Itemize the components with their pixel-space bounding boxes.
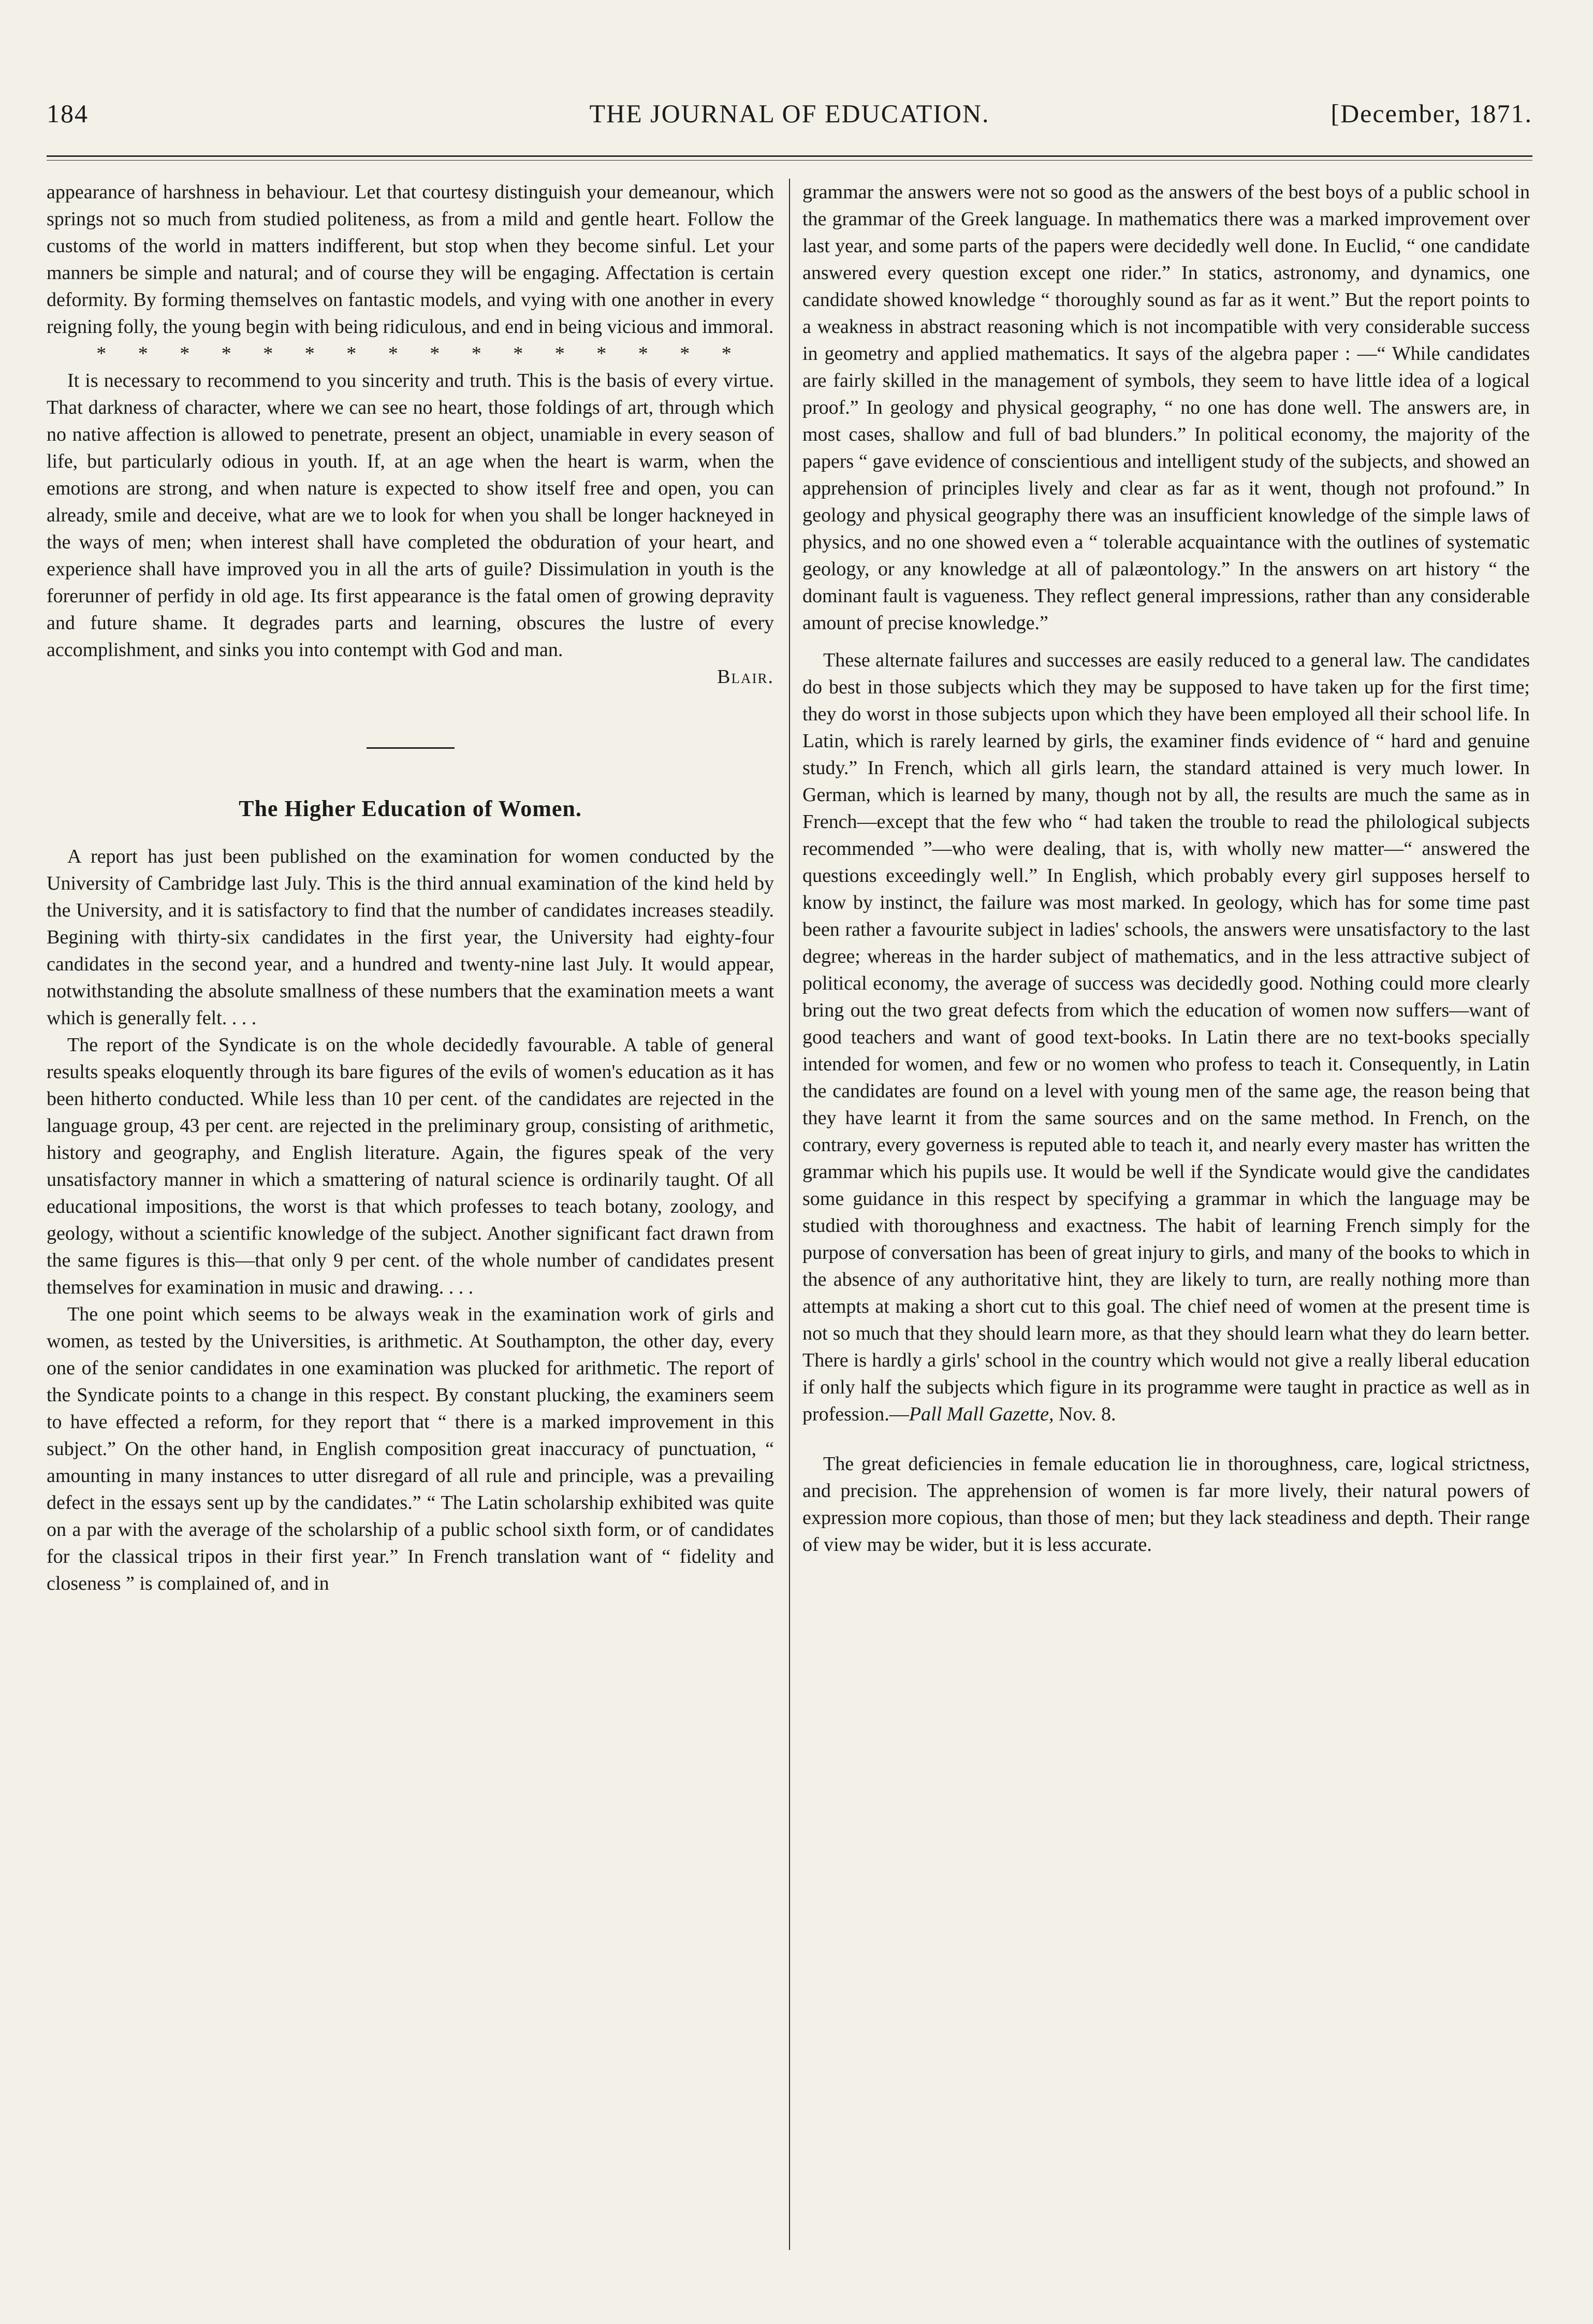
section-heading: The Higher Education of Women. [239,796,582,821]
right-column [802,179,1530,2291]
section-divider [367,747,455,749]
paragraph-gap [802,636,1530,647]
women-paragraph-2: The report of the Syndicate is on the whole decidedly favourable. A table of general results speaks eloquently through its bare figures of the evils of women's education as it has been hitherto conducted. While less than 10 per cent. of the candidates are rejected in the language group, 43 per cent. are rejected in the preliminary group, consisting of arithmetic, history and geography, and English literature. Again, the figures speak of the very unsatisfactory manner in which a smattering of natural science is ordinarily taught. Of all educational impositions, the worst is that which professes to teach botany, zoology, and geology, without a scientific knowledge of the subject. Another significant fact drawn from the same figures is this—that only 9 per cent. of the whole number of candidates present themselves for examination in music and drawing. . . . [47,1034,774,1298]
header-rule [47,155,1532,161]
continued-paragraph: grammar the answers were not so good as the answers of the best boys of a public school in the grammar of the Greek language. In mathematics there was a marked improvement over last year, and some parts of the papers were decidedly well done. In Euclid, “ one candidate answered every question except one rider.” In statics, astronomy, and dynamics, one candidate showed knowledge “ thoroughly sound as far as it went.” But the report points to a weakness in abstract reasoning which is not incompatible with very considerable success in geometry and applied mathematics. It says of the algebra paper : —“ While candidates are fairly skilled in the management of symbols, they seem to have little idea of a logical proof.” In geology and physical geography, “ no one has done well. The answers are, in most cases, shallow and full of bad blunders.” In political economy, the majority of the papers “ gave evidence of conscientious and intelligent study of the subjects, and showed an apprehension of principles lively and clear as far as it went, though not profound.” In geology and physical geography there was an insufficient knowledge of the simple laws of physics, and no one showed even a “ tolerable acquaintance with the outlines of systematic geology, or any knowledge at all of palæontology.” In the answers on art history “ the dominant fault is vagueness. They reflect general impressions, rather than any considerable amount of precise knowledge.” [802,181,1530,634]
asterism: * * * * * * * * * * * * * * * * [96,343,745,365]
running-head [47,78,1532,135]
column-divider [789,179,790,2250]
failures-text: These alternate failures and successes are easily reduced to a general law. The candidates do best in those subjects which they may be supposed to have taken up for the first time; they do worst in those subjects upon which they have been employed all their school life. In Latin, which is rarely learned by girls, the examiner finds evidence of “ hard and genuine study.” In French, which all girls learn, the standard attained is very much lower. In German, which is learned by many, though not by all, the results are much the same as in French—except that the few who “ had taken the trouble to read the philological subjects recommended ”—who were dealing, that is, with wholly new matter—“ answered the questions exceedingly well.” In English, which probably every girl supposes herself to know by instinct, the failure was most marked. In geology, which has for some time past been rather a favourite subject in ladies' schools, the answers were unsatisfactory to the last degree; whereas in the harder subject of mathematics, and in the less attractive subject of political economy, the average of success was decidedly good. Nothing could more clearly bring out the two great defects from which the education of women now suffers—want of good teachers and want of good text-books. In Latin there are no text-books specially intended for women, and few or no women who profess to teach it. Consequently, in Latin the candidates are found on a level with young men of the same age, the reason being that they have learnt it from the same sources and on the same method. In French, on the contrary, every governess is reputed able to teach it, and nearly every master has written the grammar which his pupils use. It would be well if the Syndicate would give the candidates some guidance in this respect by specifying a grammar in which the language may be studied with thoroughness and exactness. The habit of learning French simply for the purpose of conversation has been of great injury to girls, and many of the books to which in the absence of any authoritative hint, they are likely to turn, are really nothing more than attempts at making a short cut to this goal. The chief need of women at the present time is not so much that they should learn more, as that they should learn what they do learn better. There is hardly a girls' school in the country which would not give a really liberal education if only half the subjects which figure in its programme were taught in practice as well as in profession.— [802,649,1530,1425]
women-paragraph-3: The one point which seems to be always weak in the examination work of girls and women, as tested by the Universities, is arithmetic. At Southampton, the other day, every one of the senior candidates in one examination was plucked for arithmetic. The report of the Syndicate points to a change in this respect. By constant plucking, the examiners seem to have effected a reform, for they report that “ there is a marked improvement in this subject.” On the other hand, in English composition great inaccuracy of punctuation, “ amounting in many instances to utter disregard of all rule and principle, was a prevailing defect in the essays sent up by the candidates.” “ The Latin scholarship exhibited was quite on a par with the average of the scholarship of a public school sixth form, or of candidates for the classical tripos in their first year.” In French translation want of “ fidelity and closeness ” is complained of, and in [47,1303,774,1594]
women-paragraph-1: A report has just been published on the examination for women conducted by the University of Cambridge last July. This is the third annual examination of the kind held by the University, and it is satisfactory to find that the number of candidates increases steadily. Begining with thirty-six candidates in the first year, the University had eighty-four candidates in the second year, and a hundred and twenty-nine last July. It would appear, notwithstanding the absolute smallness of these numbers that the examination meets a want which is generally felt. . . . [47,846,774,1029]
issue-date: [December, 1871. [1331,99,1532,128]
source-date: Nov. 8. [1054,1403,1116,1425]
page-number: 184 [47,99,89,128]
failures-paragraph [802,647,1530,1428]
blair-paragraph-2: It is necessary to recommend to you sincerity and truth. This is the basis of every virtue. That darkness of character, where we can see no heart, those foldings of art, through which no native affection is allowed to penetrate, present an object, unamiable in every season of life, but particularly odious in youth. If, at an age when the heart is warm, when the emotions are strong, and when nature is expected to show itself free and open, you can already, smile and deceive, what are we to look for when you shall be longer hackneyed in the ways of men; when interest shall have completed the obduration of your heart, and experience shall have improved you in all the arts of guile? Dissimulation in youth is the forerunner of perfidy in old age. Its first appearance is the fatal omen of growing depravity and future shame. It degrades parts and learning, obscures the lustre of every accomplishment, and sinks you into contempt with God and man. [47,370,774,661]
source-citation: Pall Mall Gazette, [909,1403,1054,1425]
blair-paragraph-1: appearance of harshness in behaviour. Let that courtesy distinguish your demeanour, which springs not so much from studied politeness, as from a mild and gentle heart. Follow the customs of the world in matters indifferent, but stop when they become sinful. Let your manners be simple and natural; and of course they will be engaging. Affectation is certain deformity. By forming themselves on fantastic models, and vying with one another in every reigning folly, the young begin with being ridiculous, and end in being vicious and immoral. [47,181,774,338]
author-signature: Blair. [717,666,774,688]
final-paragraph: The great deficiencies in female education lie in thoroughness, care, logical strictness, and precision. The apprehension of women is far more lively, their natural powers of expression more copious, than those of men; but they lack steadiness and depth. Their range of view may be wider, but it is less accurate. [802,1453,1530,1556]
paragraph-gap [802,1428,1530,1450]
journal-title: THE JOURNAL OF EDUCATION. [589,99,990,128]
left-column [47,179,774,2291]
